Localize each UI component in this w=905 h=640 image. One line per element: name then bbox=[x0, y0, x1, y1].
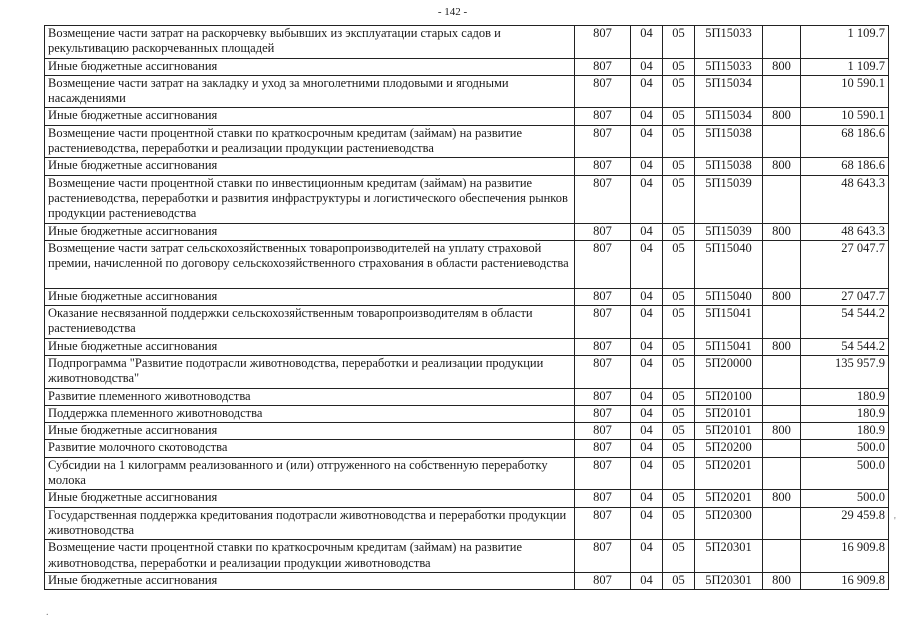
csr-code-cell: 5П20000 bbox=[695, 355, 763, 388]
page-number: - 142 - bbox=[437, 6, 468, 18]
table-row bbox=[45, 240, 889, 288]
ved-code-cell: 807 bbox=[575, 223, 631, 240]
row-name-cell: Государственная поддержка кредитования подотрасли животноводства и переработки продукции животноводства bbox=[45, 507, 575, 540]
ved-code-cell: 807 bbox=[575, 306, 631, 339]
pr-code-cell: 05 bbox=[663, 355, 695, 388]
vr-code-cell: 800 bbox=[763, 572, 801, 589]
ved-code-cell: 807 bbox=[575, 572, 631, 589]
csr-code-cell: 5П20101 bbox=[695, 405, 763, 422]
row-name-cell: Иные бюджетные ассигнования bbox=[45, 158, 575, 175]
table-row bbox=[45, 288, 889, 305]
vr-code-cell bbox=[763, 388, 801, 405]
rz-code-cell: 04 bbox=[631, 240, 663, 288]
row-name-cell: Возмещение части процентной ставки по краткосрочным кредитам (займам) на развитие растениеводства, переработки и реализации продукции растениеводства bbox=[45, 125, 575, 158]
csr-code-cell: 5П20301 bbox=[695, 572, 763, 589]
ved-code-cell: 807 bbox=[575, 58, 631, 75]
rz-code-cell: 04 bbox=[631, 405, 663, 422]
ved-code-cell: 807 bbox=[575, 490, 631, 507]
pr-code-cell: 05 bbox=[663, 507, 695, 540]
table-row bbox=[45, 26, 889, 59]
table-row bbox=[45, 540, 889, 573]
pr-code-cell: 05 bbox=[663, 240, 695, 288]
csr-code-cell: 5П15034 bbox=[695, 108, 763, 125]
row-name-cell: Иные бюджетные ассигнования bbox=[45, 572, 575, 589]
table-row bbox=[45, 405, 889, 422]
row-name-cell: Развитие племенного животноводства bbox=[45, 388, 575, 405]
row-name-cell: Подпрограмма "Развитие подотрасли животноводства, переработки и реализации продукции животноводства" bbox=[45, 355, 575, 388]
budget-table bbox=[44, 25, 889, 590]
csr-code-cell: 5П20101 bbox=[695, 423, 763, 440]
rz-code-cell: 04 bbox=[631, 58, 663, 75]
pr-code-cell: 05 bbox=[663, 457, 695, 490]
ved-code-cell: 807 bbox=[575, 26, 631, 59]
rz-code-cell: 04 bbox=[631, 490, 663, 507]
table-row bbox=[45, 223, 889, 240]
row-name-cell: Возмещение части процентной ставки по краткосрочным кредитам (займам) на развитие животноводства, переработки и реализации продукции животноводства bbox=[45, 540, 575, 573]
amount-cell: 27 047.7 bbox=[801, 288, 889, 305]
ved-code-cell: 807 bbox=[575, 158, 631, 175]
csr-code-cell: 5П15038 bbox=[695, 125, 763, 158]
pr-code-cell: 05 bbox=[663, 125, 695, 158]
ved-code-cell: 807 bbox=[575, 405, 631, 422]
csr-code-cell: 5П20200 bbox=[695, 440, 763, 457]
amount-cell: 27 047.7 bbox=[801, 240, 889, 288]
vr-code-cell: 800 bbox=[763, 338, 801, 355]
row-name-cell: Иные бюджетные ассигнования bbox=[45, 338, 575, 355]
amount-cell: 48 643.3 bbox=[801, 223, 889, 240]
amount-cell: 1 109.7 bbox=[801, 58, 889, 75]
amount-cell: 500.0 bbox=[801, 440, 889, 457]
amount-cell: 48 643.3 bbox=[801, 175, 889, 223]
amount-cell: 500.0 bbox=[801, 490, 889, 507]
table-row bbox=[45, 125, 889, 158]
vr-code-cell: 800 bbox=[763, 423, 801, 440]
csr-code-cell: 5П15038 bbox=[695, 158, 763, 175]
rz-code-cell: 04 bbox=[631, 288, 663, 305]
vr-code-cell: 800 bbox=[763, 158, 801, 175]
scan-mark: ' bbox=[894, 516, 896, 527]
row-name-cell: Иные бюджетные ассигнования bbox=[45, 288, 575, 305]
amount-cell: 54 544.2 bbox=[801, 338, 889, 355]
table-row bbox=[45, 338, 889, 355]
vr-code-cell: 800 bbox=[763, 288, 801, 305]
budget-table-body bbox=[45, 26, 889, 590]
row-name-cell: Возмещение части затрат на закладку и уход за многолетними плодовыми и ягодными насаждениями bbox=[45, 75, 575, 108]
ved-code-cell: 807 bbox=[575, 423, 631, 440]
amount-cell: 16 909.8 bbox=[801, 540, 889, 573]
row-name-cell: Поддержка племенного животноводства bbox=[45, 405, 575, 422]
csr-code-cell: 5П15039 bbox=[695, 175, 763, 223]
table-row bbox=[45, 75, 889, 108]
rz-code-cell: 04 bbox=[631, 540, 663, 573]
ved-code-cell: 807 bbox=[575, 388, 631, 405]
amount-cell: 180.9 bbox=[801, 388, 889, 405]
rz-code-cell: 04 bbox=[631, 306, 663, 339]
csr-code-cell: 5П15040 bbox=[695, 288, 763, 305]
ved-code-cell: 807 bbox=[575, 440, 631, 457]
ved-code-cell: 807 bbox=[575, 175, 631, 223]
row-name-cell: Субсидии на 1 килограмм реализованного и (или) отгруженного на собственную переработку молока bbox=[45, 457, 575, 490]
csr-code-cell: 5П15040 bbox=[695, 240, 763, 288]
csr-code-cell: 5П20300 bbox=[695, 507, 763, 540]
rz-code-cell: 04 bbox=[631, 423, 663, 440]
amount-cell: 16 909.8 bbox=[801, 572, 889, 589]
rz-code-cell: 04 bbox=[631, 26, 663, 59]
csr-code-cell: 5П15033 bbox=[695, 26, 763, 59]
vr-code-cell bbox=[763, 440, 801, 457]
pr-code-cell: 05 bbox=[663, 490, 695, 507]
pr-code-cell: 05 bbox=[663, 423, 695, 440]
amount-cell: 180.9 bbox=[801, 405, 889, 422]
vr-code-cell bbox=[763, 540, 801, 573]
row-name-cell: Иные бюджетные ассигнования bbox=[45, 490, 575, 507]
table-row bbox=[45, 355, 889, 388]
rz-code-cell: 04 bbox=[631, 175, 663, 223]
pr-code-cell: 05 bbox=[663, 288, 695, 305]
amount-cell: 10 590.1 bbox=[801, 75, 889, 108]
csr-code-cell: 5П15033 bbox=[695, 58, 763, 75]
ved-code-cell: 807 bbox=[575, 108, 631, 125]
table-row bbox=[45, 507, 889, 540]
amount-cell: 180.9 bbox=[801, 423, 889, 440]
table-row bbox=[45, 423, 889, 440]
csr-code-cell: 5П20201 bbox=[695, 490, 763, 507]
rz-code-cell: 04 bbox=[631, 125, 663, 158]
csr-code-cell: 5П20301 bbox=[695, 540, 763, 573]
row-name-cell: Иные бюджетные ассигнования bbox=[45, 58, 575, 75]
table-row bbox=[45, 388, 889, 405]
pr-code-cell: 05 bbox=[663, 175, 695, 223]
rz-code-cell: 04 bbox=[631, 108, 663, 125]
vr-code-cell bbox=[763, 457, 801, 490]
pr-code-cell: 05 bbox=[663, 572, 695, 589]
vr-code-cell bbox=[763, 75, 801, 108]
table-row bbox=[45, 175, 889, 223]
pr-code-cell: 05 bbox=[663, 158, 695, 175]
rz-code-cell: 04 bbox=[631, 158, 663, 175]
pr-code-cell: 05 bbox=[663, 405, 695, 422]
table-row bbox=[45, 58, 889, 75]
table-row bbox=[45, 440, 889, 457]
amount-cell: 1 109.7 bbox=[801, 26, 889, 59]
ved-code-cell: 807 bbox=[575, 540, 631, 573]
rz-code-cell: 04 bbox=[631, 457, 663, 490]
vr-code-cell bbox=[763, 405, 801, 422]
csr-code-cell: 5П15041 bbox=[695, 306, 763, 339]
pr-code-cell: 05 bbox=[663, 540, 695, 573]
pr-code-cell: 05 bbox=[663, 108, 695, 125]
pr-code-cell: 05 bbox=[663, 58, 695, 75]
ved-code-cell: 807 bbox=[575, 125, 631, 158]
row-name-cell: Иные бюджетные ассигнования bbox=[45, 423, 575, 440]
ved-code-cell: 807 bbox=[575, 338, 631, 355]
table-row bbox=[45, 158, 889, 175]
pr-code-cell: 05 bbox=[663, 75, 695, 108]
table-row bbox=[45, 572, 889, 589]
amount-cell: 500.0 bbox=[801, 457, 889, 490]
ved-code-cell: 807 bbox=[575, 355, 631, 388]
vr-code-cell bbox=[763, 507, 801, 540]
vr-code-cell bbox=[763, 306, 801, 339]
rz-code-cell: 04 bbox=[631, 388, 663, 405]
ved-code-cell: 807 bbox=[575, 288, 631, 305]
row-name-cell: Развитие молочного скотоводства bbox=[45, 440, 575, 457]
table-row bbox=[45, 306, 889, 339]
pr-code-cell: 05 bbox=[663, 306, 695, 339]
rz-code-cell: 04 bbox=[631, 355, 663, 388]
vr-code-cell bbox=[763, 125, 801, 158]
rz-code-cell: 04 bbox=[631, 75, 663, 108]
pr-code-cell: 05 bbox=[663, 26, 695, 59]
amount-cell: 10 590.1 bbox=[801, 108, 889, 125]
csr-code-cell: 5П15034 bbox=[695, 75, 763, 108]
row-name-cell: Возмещение части затрат сельскохозяйственных товаропроизводителей на уплату страховой премии, начисленной по договору сельскохозяйственного страхования в области растениеводства bbox=[45, 240, 575, 288]
vr-code-cell bbox=[763, 240, 801, 288]
vr-code-cell bbox=[763, 26, 801, 59]
csr-code-cell: 5П15039 bbox=[695, 223, 763, 240]
table-row bbox=[45, 457, 889, 490]
ved-code-cell: 807 bbox=[575, 457, 631, 490]
vr-code-cell: 800 bbox=[763, 490, 801, 507]
amount-cell: 54 544.2 bbox=[801, 306, 889, 339]
csr-code-cell: 5П15041 bbox=[695, 338, 763, 355]
ved-code-cell: 807 bbox=[575, 75, 631, 108]
table-row bbox=[45, 108, 889, 125]
amount-cell: 68 186.6 bbox=[801, 125, 889, 158]
pr-code-cell: 05 bbox=[663, 338, 695, 355]
row-name-cell: Возмещение части затрат на раскорчевку выбывших из эксплуатации старых садов и рекультивацию раскорчеванных площадей bbox=[45, 26, 575, 59]
ved-code-cell: 807 bbox=[575, 507, 631, 540]
rz-code-cell: 04 bbox=[631, 572, 663, 589]
table-row bbox=[45, 490, 889, 507]
csr-code-cell: 5П20100 bbox=[695, 388, 763, 405]
ved-code-cell: 807 bbox=[575, 240, 631, 288]
amount-cell: 68 186.6 bbox=[801, 158, 889, 175]
row-name-cell: Иные бюджетные ассигнования bbox=[45, 223, 575, 240]
vr-code-cell: 800 bbox=[763, 223, 801, 240]
vr-code-cell: 800 bbox=[763, 58, 801, 75]
amount-cell: 135 957.9 bbox=[801, 355, 889, 388]
vr-code-cell bbox=[763, 355, 801, 388]
pr-code-cell: 05 bbox=[663, 388, 695, 405]
row-name-cell: Возмещение части процентной ставки по инвестиционным кредитам (займам) на развитие растениеводства, переработки и развития инфраструктуры и логистического обеспечения рынков продукции растениеводства bbox=[45, 175, 575, 223]
row-name-cell: Оказание несвязанной поддержки сельскохозяйственным товаропроизводителям в области растениеводства bbox=[45, 306, 575, 339]
scan-mark: . bbox=[46, 607, 49, 618]
rz-code-cell: 04 bbox=[631, 440, 663, 457]
rz-code-cell: 04 bbox=[631, 507, 663, 540]
row-name-cell: Иные бюджетные ассигнования bbox=[45, 108, 575, 125]
pr-code-cell: 05 bbox=[663, 223, 695, 240]
rz-code-cell: 04 bbox=[631, 223, 663, 240]
rz-code-cell: 04 bbox=[631, 338, 663, 355]
vr-code-cell bbox=[763, 175, 801, 223]
vr-code-cell: 800 bbox=[763, 108, 801, 125]
amount-cell: 29 459.8 bbox=[801, 507, 889, 540]
csr-code-cell: 5П20201 bbox=[695, 457, 763, 490]
pr-code-cell: 05 bbox=[663, 440, 695, 457]
